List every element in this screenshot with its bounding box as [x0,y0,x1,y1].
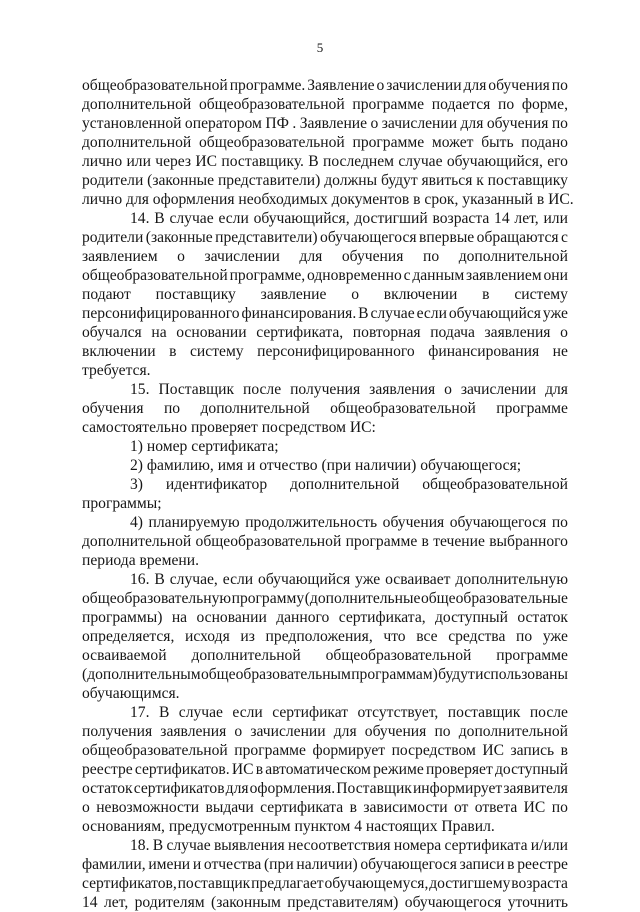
text-line [82,665,568,684]
word: 17. [130,704,150,721]
word: программам) [351,666,438,683]
word: сертификатов. [134,761,230,778]
word: на [151,324,167,341]
word: дополнительной [290,476,400,493]
text-line [82,380,568,399]
word: обучался [82,324,142,341]
word: или [543,210,568,227]
word: одновременно [307,267,402,284]
text-line [82,76,568,95]
word: проверяет [425,761,493,778]
word: средства [448,628,506,645]
word: сертификатов [133,780,225,797]
word: программе [234,742,306,759]
text-line [82,760,568,779]
word: уже [542,628,568,645]
word: явиться [421,172,473,189]
text-line [82,399,568,418]
word: для [463,77,487,94]
text-line [82,323,568,342]
word: ответа [474,799,518,816]
word: заявления [160,723,227,740]
word: общеобразовательной [195,533,342,550]
word: поставщик [177,875,251,892]
word: (законные [145,229,213,246]
word: Заявление [299,115,368,132]
word: уже [542,305,568,322]
word: представители) [217,172,321,189]
word: зачислении [381,115,458,132]
word: для [460,115,484,132]
word: В [154,571,165,588]
word: через [155,153,192,170]
word: после [242,381,282,398]
word: лет, [514,210,539,227]
word: общеобразовательные [420,590,568,607]
word: родители [82,172,144,189]
word: В [358,305,369,322]
word: дополнительной [82,533,192,550]
word: зачислении [204,248,280,265]
word: идентификатор [165,476,268,493]
word: в [482,286,490,303]
word: случае [169,210,214,227]
word: что [383,628,406,645]
word: представителям) [287,894,399,911]
word: 16. [130,571,150,588]
text-line [82,836,568,855]
word: записи [459,856,505,873]
word: остаток [82,780,133,797]
word: заявления [484,324,551,341]
word: осваивает [385,571,451,588]
text-line: лично для оформления необходимых документов в срок, указанный в ИС. [82,191,574,208]
word: случае [166,837,211,854]
word: оператором [184,115,262,132]
text-line [82,741,568,760]
word: может [431,134,474,151]
word: в [421,533,429,550]
word: обучающегося [404,894,502,911]
word: подается [431,96,491,113]
word: включении [383,286,458,303]
word: для [545,381,568,398]
word: лично [82,153,123,170]
word: остаток [517,609,568,626]
word: 14. [130,210,150,227]
word: случае [178,704,223,721]
word: подают [82,286,131,303]
text-line: самостоятельно проверяет посредством ИС: [82,419,376,436]
document-body [82,76,574,912]
word: ИС [523,799,546,816]
word: они [543,267,568,284]
word: по [551,799,568,816]
text-line: требуется. [82,362,151,379]
word: о [376,77,385,94]
text-line [82,798,568,817]
text-line [82,171,568,190]
word: родителям [134,894,205,911]
word: получения [82,723,153,740]
word: исходя [185,628,230,645]
text-line [82,228,568,247]
word: достигший [354,210,428,227]
text-line [82,722,568,741]
word: общеобразовательной [82,77,228,94]
word: сертификата [260,799,344,816]
word: фамилии, [82,856,146,873]
word: ИС [195,153,218,170]
word: несоответствия [287,837,391,854]
word: общеобразовательной [325,647,472,664]
word: возраста [432,210,490,227]
word: сертификатов, [82,875,177,892]
word: о [560,324,568,341]
word: обучающийся [258,571,351,588]
word: дополнительную [455,571,568,588]
text-line [82,532,568,551]
word: программе [496,647,568,664]
word: дополнительной [200,400,310,417]
text-line [82,475,568,494]
word: финансирования. [241,305,357,322]
word: программе, [229,267,306,284]
word: заявлением [82,248,158,265]
text-line [82,513,568,532]
word: случае [370,305,415,322]
word: по [551,77,568,94]
word: в [169,343,177,360]
word: и [192,856,202,873]
word: Поставщик [336,780,412,797]
word: после [529,704,568,721]
word: реестре [82,761,133,778]
word: дополнительной [82,96,192,113]
word: В [158,704,170,721]
word: обучения [488,77,550,94]
word: В [308,153,319,170]
word: планируемую [148,514,240,531]
word: (дополнительные [304,590,421,607]
text-line: 1) номер сертификата; [130,438,279,455]
word: если [232,704,263,721]
word: режиме [373,761,424,778]
word: оформления. [249,780,336,797]
word: финансирования [428,343,540,360]
word: определяется, [82,628,175,645]
word: обучающийся [448,305,541,322]
text-line [82,703,568,722]
word: от [453,799,469,816]
text-line [82,874,568,893]
word: номера [393,837,442,854]
word: ПФ [265,115,289,132]
word: по [551,514,568,531]
word: в [349,799,357,816]
word: сертификата, [338,609,426,626]
word: представители) [215,229,318,246]
word: . [292,115,297,132]
word: в [507,856,515,873]
text-line [82,608,568,627]
word: будут [438,666,475,683]
text-line [82,247,568,266]
word: по [498,96,515,113]
word: о [82,799,90,816]
text-line [82,589,568,608]
word: для [225,780,249,797]
word: уже [355,571,381,588]
word: впервые [419,229,475,246]
word: на [171,609,188,626]
word: основании [196,609,267,626]
text-line [82,209,568,228]
word: форме, [521,96,568,113]
word: 18. [130,837,150,854]
word: выявления [213,837,285,854]
word: общеобразовательным [200,666,351,683]
word: с [561,229,568,246]
word: включении [82,343,156,360]
word: доступный [494,761,568,778]
word: обучения [82,400,144,417]
word: основании [176,324,247,341]
word: невозможности [96,799,200,816]
word: поставщику [155,286,236,303]
word: систему [514,286,568,303]
word: информирует [412,780,503,797]
text-line [82,152,568,171]
word: обучения [486,115,549,132]
word: осваиваемой [82,647,167,664]
word: получения [290,381,361,398]
word: (при [263,856,294,873]
word: течение [433,533,485,550]
text-line [82,570,568,589]
word: данного [276,609,330,626]
word: по [516,628,533,645]
word: (законным [211,894,281,911]
word: сертификат [272,704,349,721]
word: заявителя [503,780,568,797]
word: 15. [130,381,150,398]
page-number: 5 [316,40,324,55]
word: (дополнительным [82,666,201,683]
word: отсутствует, [357,704,439,721]
word: продолжительность [245,514,378,531]
word: наличии) [296,856,358,873]
word: заявлением [466,267,542,284]
word: выдачи [205,799,254,816]
word: обучения [341,248,404,265]
word: поставщику [487,172,568,189]
word: если [416,305,447,322]
text-line [82,893,568,912]
word: общеобразовательной [330,400,476,417]
word: дополнительной [82,134,192,151]
text-line [82,304,568,323]
word: для [299,248,323,265]
text-line [82,285,568,304]
text-line [82,855,568,874]
word: (законные [147,172,215,189]
word: повторная [352,324,421,341]
word: общеобразовательной [82,267,228,284]
word: обращаются [476,229,559,246]
word: быть [481,134,514,151]
word: достигшему [429,875,511,892]
word: общеобразовательной [198,96,345,113]
word: о [444,381,452,398]
word: запись [510,742,555,759]
word: обучающегося [320,229,417,246]
word: ИС [482,742,505,759]
word: посредством [391,742,476,759]
word: персонифицированного [257,343,415,360]
text-line [82,779,568,798]
word: В [152,837,164,854]
word: возраста [511,875,568,892]
word: о [351,286,359,303]
text-line [82,266,568,285]
word: подача [430,324,475,341]
word: предположения, [265,628,373,645]
word: зачислении [460,381,537,398]
word: дополнительной [458,723,568,740]
text-line [82,133,568,152]
word: Заявление [307,77,375,94]
word: о [370,115,379,132]
text-line: обучающимся. [82,685,180,702]
word: если [222,571,254,588]
text-line [82,646,568,665]
word: подано [521,134,568,151]
word: общеобразовательной [82,742,228,759]
word: дополнительной [458,248,568,265]
text-line [82,342,568,361]
word: или [126,153,151,170]
word: Поставщик [158,381,235,398]
word: автоматическом [265,761,371,778]
word: с [403,267,411,284]
word: по [434,723,451,740]
word: случае, [169,571,218,588]
word: поставщику. [221,153,304,170]
word: 14 [494,210,510,227]
word: к [476,172,484,189]
word: и/или [530,837,568,854]
word: зачислении [386,77,462,94]
word: обучающийся, [253,210,350,227]
word: заявление [260,286,327,303]
word: персонифицированного [82,305,240,322]
text-line: периода времени. [82,552,199,569]
word: программе. [229,77,306,94]
word: общеобразовательной [198,134,345,151]
word: доступный [435,609,508,626]
word: для [333,723,357,740]
word: обучающемуся, [324,875,429,892]
text-line [82,627,568,646]
word: 14 [82,894,98,911]
word: должны [324,172,378,189]
word: сертификата [444,837,528,854]
word: уточнить [507,894,568,911]
word: по [422,248,440,265]
word: предлагает [251,875,324,892]
word: обучающегося [360,856,457,873]
word: программе [496,400,568,417]
word: лет, [103,894,129,911]
text-line: программы; [82,495,162,512]
word: использованы [475,666,568,683]
word: реестре [517,856,568,873]
word: систему [190,343,244,360]
word: зачислении [250,723,326,740]
word: его [547,153,568,170]
text-line: основаниям, предусмотренным пунктом 4 настоящих Правил. [82,818,495,835]
word: сертификата, [256,324,344,341]
word: по [163,400,181,417]
word: из [240,628,255,645]
word: в [255,761,264,778]
word: дополнительной [191,647,301,664]
text-line [82,95,568,114]
word: родители [82,229,144,246]
word: 3) [130,476,143,493]
word: выбранного [489,533,568,550]
word: поставщик [447,704,521,721]
word: В [154,210,165,227]
word: последнем [323,153,395,170]
word: о [177,248,185,265]
word: зависимости [363,799,448,816]
word: программы) [82,609,163,626]
word: в [560,742,568,759]
word: не [552,343,568,360]
word: обучающегося [449,514,547,531]
word: заявления [369,381,436,398]
word: формирует [312,742,386,759]
word: если [218,210,249,227]
word: обучающийся, [446,153,543,170]
word: отчества [203,856,262,873]
text-line: 2) фамилию, имя и отчество (при наличии) обучающегося; [130,457,522,474]
word: программе [352,134,425,151]
word: 4) [130,514,143,531]
word: программе [352,96,425,113]
word: имени [148,856,191,873]
text-line [82,114,568,133]
word: программе [345,533,418,550]
word: программу [231,590,305,607]
word: обучения [382,514,445,531]
word: общеобразовательной [422,476,568,493]
word: случае [398,153,443,170]
word: ИС [231,761,254,778]
word: установленной [82,115,182,132]
word: о [234,723,243,740]
word: данным [412,267,465,284]
word: общеобразовательную [82,590,232,607]
word: будут [380,172,418,189]
word: обучения [364,723,427,740]
word: по [551,115,568,132]
word: все [416,628,438,645]
